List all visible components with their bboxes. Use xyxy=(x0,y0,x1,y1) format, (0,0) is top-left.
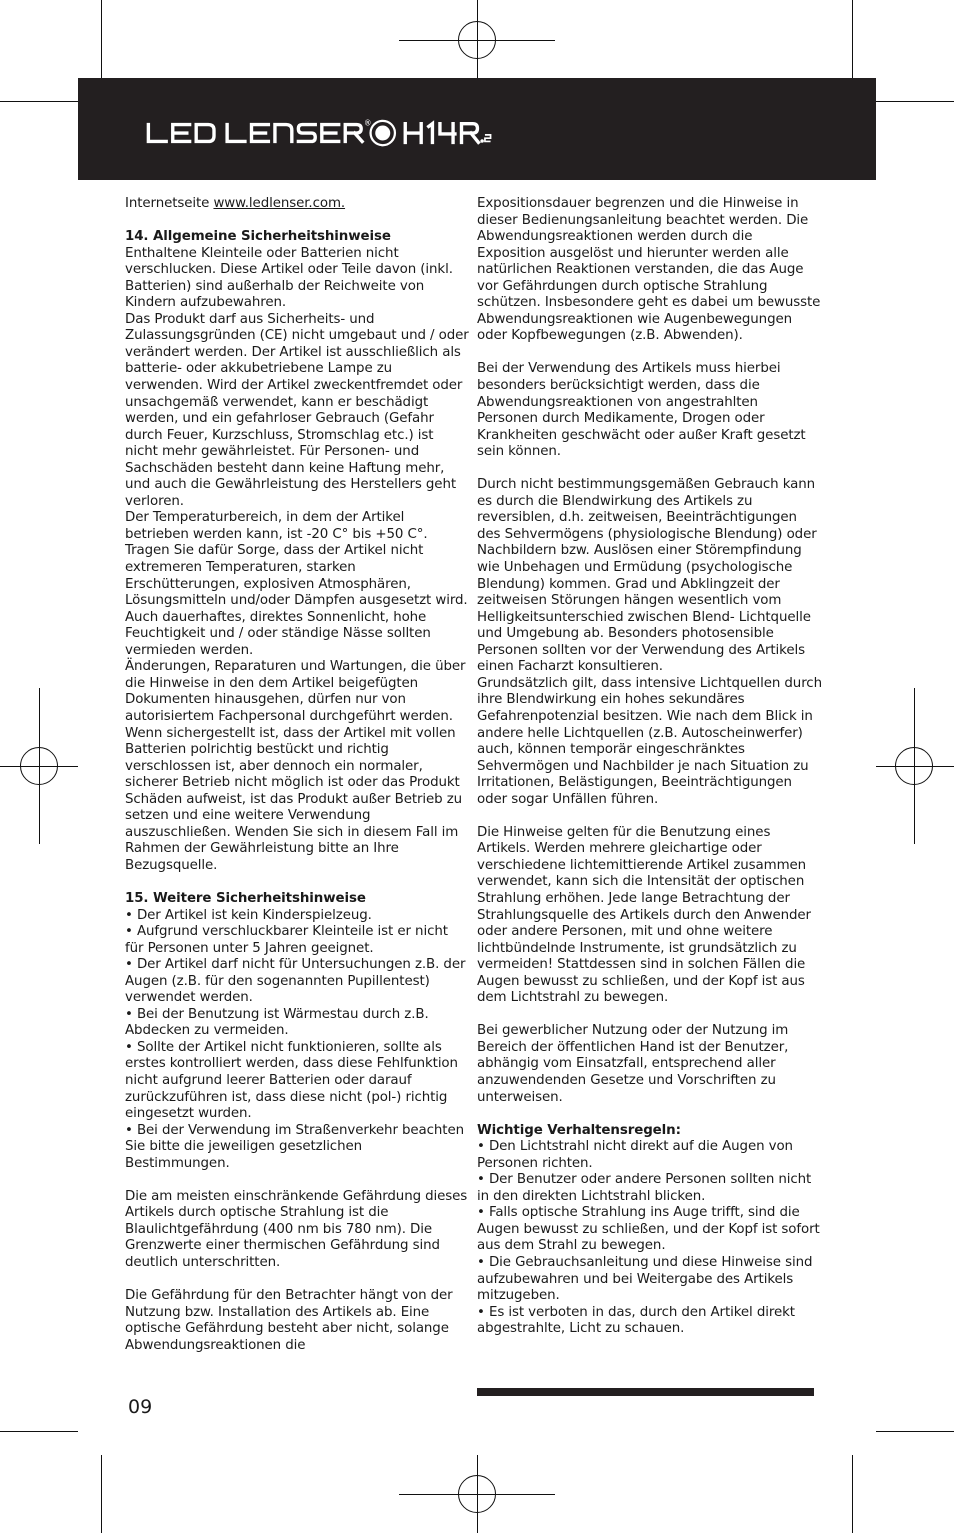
bullet-item: • Die Gebrauchsanleitung und diese Hinweise sind aufzubewahren und bei Weitergabe des Artikels mitzugeben. xyxy=(477,1255,813,1304)
registration-circle xyxy=(20,747,58,785)
bullet-item: • Sollte der Artikel nicht funktionieren, sollte als erstes kontrolliert werden, dass diese Fehlfunktion nicht aufgrund leerer Batterien oder darauf zurückzuführen ist, dass diese nicht (pol-) richtig eingesetzt wurden. xyxy=(125,1039,458,1122)
paragraph: Das Produkt darf aus Sicherheits- und Zulassungsgründen (CE) nicht umgebaut und / oder verändert werden. Der Artikel ist ausschließlich als batterie- oder akkubetriebene Lampe zu verwenden. Wird der Artikel zweckentfremdet oder unsachgemäß verwendet, kann er beschädigt werden, und ein gefahrloser Gebrauch (Gefahr durch Feuer, Kurzschluss, Stromschlag etc.) ist nicht mehr gewährleistet. Für Personen- und Sachschäden besteht dann keine Haftung mehr, und auch die Gewährleistung des Herstellers geht verloren. xyxy=(125,311,469,509)
crop-mark xyxy=(852,1455,853,1533)
paragraph: Der Temperaturbereich, in dem der Artikel betrieben werden kann, ist -20 C° bis +50 C°. Tragen Sie dafür Sorge, dass der Artikel nicht extremeren Temperaturen, starken Erschütterungen, explosiven Atmosphären, Lösungsmitteln und/oder Dämpfen ausgesetzt wird. xyxy=(125,510,468,609)
crop-mark xyxy=(876,101,954,102)
bullet-item: • Bei der Benutzung ist Wärmestau durch z.B. Abdecken zu vermeiden. xyxy=(125,1006,429,1039)
crop-mark xyxy=(0,101,78,102)
registration-circle xyxy=(458,1475,496,1513)
left-column xyxy=(125,196,470,1354)
paragraph: Expositionsdauer begrenzen und die Hinweise in dieser Bedienungsanleitung beachtet werden. Die Abwendungsreaktionen werden durch die Exposition ausgelöst und hierunter werden alle natürlichen Reaktionen verstanden, die das Auge vor Gefährdungen durch optische Strahlung schützen. Insbesondere geht es dabei um bewusste Abwendungsreaktionen wie Augenbewegungen oder Kopfbewegungen (z.B. Abwenden). xyxy=(477,196,821,344)
paragraph: Enthaltene Kleinteile oder Batterien nicht verschlucken. Diese Artikel oder Teile davon (inkl. Batterien) sind außerhalb der Reichweite von Kindern aufzubewahren. xyxy=(125,245,453,311)
crop-mark xyxy=(876,1431,954,1432)
bullet-item: • Der Artikel darf nicht für Untersuchungen z.B. der Augen (z.B. für den sogenannten Pupillentest) verwendet werden. xyxy=(125,957,466,1006)
bullet-item: • Aufgrund verschluckbarer Kleinteile ist er nicht für Personen unter 5 Jahren geeignet. xyxy=(125,924,448,956)
crop-mark xyxy=(0,1431,78,1432)
paragraph: Die am meisten einschränkende Gefährdung dieses Artikels durch optische Strahlung ist die Blaulichtgefährdung (400 nm bis 780 nm). Die Grenzwerte einer thermischen Gefährdung sind deutlich unterschritten. xyxy=(125,1188,468,1270)
crop-mark xyxy=(852,0,853,78)
bullet-item: • Bei der Verwendung im Straßenverkehr beachten Sie bitte die jeweiligen gesetzlichen Bestimmungen. xyxy=(125,1122,464,1171)
bullet-item: • Den Lichtstrahl nicht direkt auf die Augen von Personen richten. xyxy=(477,1139,793,1171)
paragraph: Grundsätzlich gilt, dass intensive Lichtquellen durch ihre Blendwirkung ein hohes sekundäres Gefahrenpotenzial besitzen. Wie nach dem Blick in andere helle Lichtquellen (z.B. Autoscheinwerfer) auch, können temporär eingeschränktes Sehvermögen und Nachbilder je nach Situation zu Irritationen, Belästigungen, Beeinträchtigungen oder sogar Unfällen führen. xyxy=(477,675,822,807)
bullet-item: • Es ist verboten in das, durch den Artikel direkt abgestrahlte, Licht zu schauen. xyxy=(477,1304,795,1337)
brand-logo xyxy=(134,118,504,148)
lamp-icon xyxy=(371,121,395,145)
website-line: Internetseite www.ledlenser.com. xyxy=(125,196,346,211)
registration-circle xyxy=(895,747,933,785)
paragraph: Die Gefährdung für den Betrachter hängt von der Nutzung bzw. Installation des Artikels ab. Eine optische Gefährdung besteht aber nicht, solange Abwendungsreaktionen die xyxy=(125,1288,453,1353)
rules-heading: Wichtige Verhaltensregeln: xyxy=(477,1122,681,1138)
crop-mark xyxy=(101,1455,102,1533)
paragraph: Durch nicht bestimmungsgemäßen Gebrauch kann es durch die Blendwirkung des Artikels zu reversiblen, d.h. zeitweisen, Beeinträchtigungen des Sehvermögens (physiologische Blendung) oder Nachbildern bzw. Auslösen einer Störempfindung wie Unbehagen und Ermüdung (psychologische Blendung) kommen. Grad und Abklingzeit der zeitweisen Störungen hängen wesentlich vom Helligkeitsunterschied zwischen Blend- Lichtquelle und Umgebung ab. Besonders photosensible Personen sollten vor der Verwendung des Artikels einen Facharzt konsultieren. xyxy=(477,477,817,675)
bullet-item: • Der Artikel ist kein Kinderspielzeug. xyxy=(125,907,372,923)
section-end-bar xyxy=(477,1388,814,1396)
section-14-heading: 14. Allgemeine Sicherheitshinweise xyxy=(125,229,391,245)
paragraph: Die Hinweise gelten für die Benutzung eines Artikels. Werden mehrere gleichartige oder verschiedene lichtemittierende Artikel zusammen verwendet, kann sich die Intensität der optischen Strahlung erhöhen. Jede lange Betrachtung der Strahlungsquelle des Artikels durch den Anwender oder andere Personen, mit und ohne weitere lichtbündelnde Instrumente, ist grundsätzlich zu vermeiden! Stattdessen sind in solchen Fällen die Augen bewusst zu schließen, und der Kopf ist aus dem Lichtstrahl zu bewegen. xyxy=(477,824,811,1006)
section-15-heading: 15. Weitere Sicherheitshinweise xyxy=(125,890,366,906)
right-column xyxy=(477,196,822,1338)
website-link[interactable]: www.ledlenser.com. xyxy=(213,196,346,211)
registration-circle xyxy=(458,21,496,59)
bullet-item: • Falls optische Strahlung ins Auge trifft, sind die Augen bewusst zu schließen, und der Kopf ist sofort aus dem Strahl zu bewegen. xyxy=(477,1205,820,1254)
paragraph: Bei gewerblicher Nutzung oder der Nutzung im Bereich der öffentlichen Hand ist der Benutzer, abhängig vom Einsatzfall, entsprechend aller anzuwendenden Gesetze und Vorschriften zu unterweisen. xyxy=(477,1023,789,1105)
crop-mark xyxy=(101,0,102,78)
paragraph: Bei der Verwendung des Artikels muss hierbei besonders berücksichtigt werden, dass die Abwendungsreaktionen von angestrahlten Personen durch Medikamente, Drogen oder Krankheiten geschwächt oder außer Kraft gesetzt sein können. xyxy=(477,361,806,460)
registered-mark: ® xyxy=(364,118,372,128)
paragraph: Wenn sichergestellt ist, dass der Artikel mit vollen Batterien polrichtig bestückt und richtig verschlossen ist, aber dennoch ein normaler, sicherer Betrieb nicht möglich ist oder das Produkt Schäden aufweist, ist das Produkt außer Betrieb zu setzen und eine weitere Verwendung auszuschließen. Wenden Sie sich in diesem Fall im Rahmen der Gewährleistung bitte an Ihre Bezugsquelle. xyxy=(125,725,463,873)
header-band xyxy=(78,78,876,180)
bullet-item: • Der Benutzer oder andere Personen sollten nicht in den direkten Lichtstrahl blicken. xyxy=(477,1172,812,1204)
page-number: 09 xyxy=(128,1396,153,1418)
paragraph: Auch dauerhaftes, direktes Sonnenlicht, hohe Feuchtigkeit und / oder ständige Nässe sollten vermieden werden. xyxy=(125,609,431,658)
paragraph: Änderungen, Reparaturen und Wartungen, die über die Hinweise in den dem Artikel beigefügten Dokumenten hinausgehen, dürfen nur von autorisiertem Fachpersonal durchgeführt werden. xyxy=(125,659,466,724)
